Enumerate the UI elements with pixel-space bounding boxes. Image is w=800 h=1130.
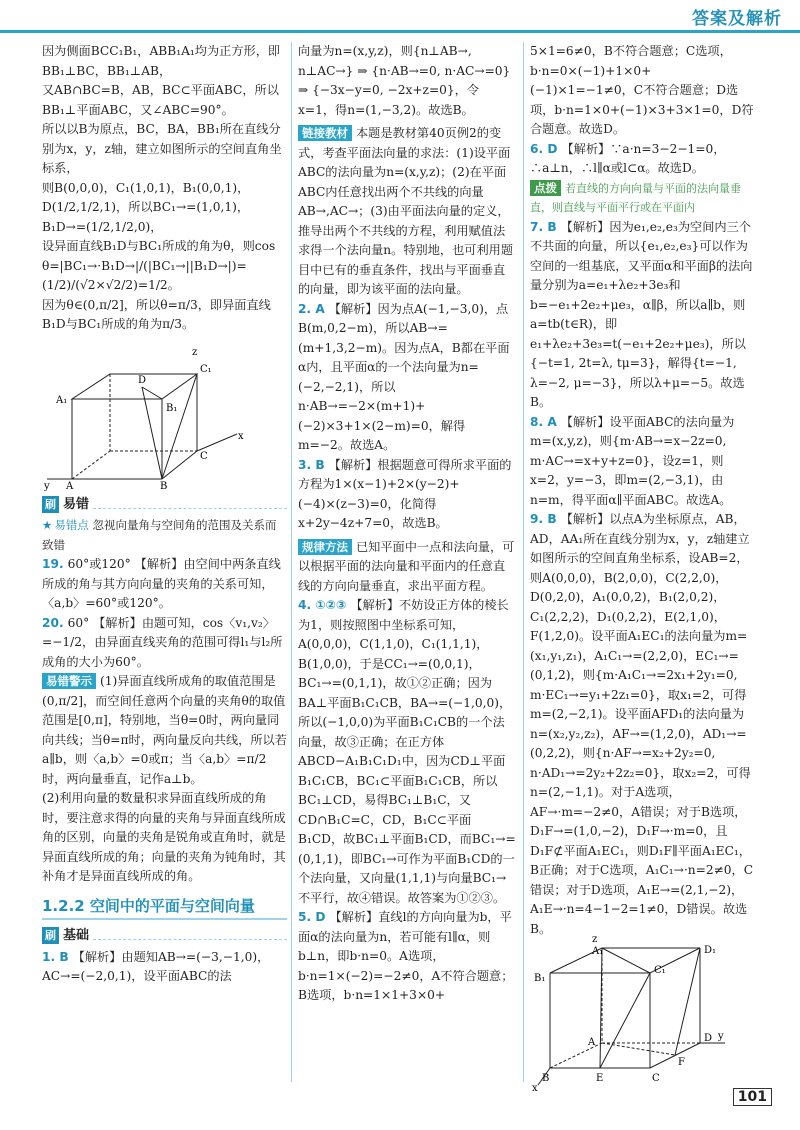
section-head-errors <box>42 495 287 515</box>
section-title: 易错 <box>63 496 90 512</box>
question-number: 1. B <box>42 949 69 964</box>
question-number: 2. A <box>298 301 325 316</box>
cube-figure <box>530 934 730 1094</box>
question-text: 【解析】由题知AB→=(−3,−1,0)，AC→=(−2,0,1)，设平面ABC的法 <box>42 949 270 983</box>
section-badge: 刷 <box>42 927 59 944</box>
question-number: 5. D <box>298 910 326 924</box>
warning-tag: 易错警示 <box>42 673 96 689</box>
warning-block <box>42 672 287 789</box>
question-text: 【解析】直线l的方向向量为b，平面α的法向量为n，若可能有l∥α，则b⊥n，即b·n=0。A选项，b·n=1×(−2)=−2≠0，A不符合题意；B选项，b·n=1×1+3×0+ <box>298 910 514 1002</box>
error-point-label: 易错点 <box>54 518 89 532</box>
question-text: 【解析】因为e₁,e₂,e₃为空间内三个不共面的向量，所以{e₁,e₂,e₃}可以作为空间的一组基底，又平面α和平面β的法向量分别为a=e₁+λe₂+3e₃和b=−e₁+2e₂+μe₃，α∥β，所以a∥b，则a=tb(t∈R)，即e₁+λe₂+3e₃=t(−e₁+2e₂+μe₃)，所以{−t=1, 2t=λ, tμ=3}，解得{t=−1, λ=−2, μ=−3}，所以λ+μ=−5。故选B。 <box>530 219 753 409</box>
tip-text: 若直线的方向向量与平面的法向量垂直，则直线与平面平行或在平面内 <box>530 181 741 214</box>
section-head-basic <box>42 926 287 946</box>
question-number: 6. D <box>530 141 558 156</box>
label-c1: C₁ <box>200 363 212 375</box>
label-a1: A₁ <box>592 946 604 957</box>
label-a: A <box>66 480 74 492</box>
rule-block <box>298 538 516 597</box>
label-x: x <box>238 430 244 442</box>
label-e: E <box>596 1073 604 1084</box>
page-header <box>0 0 800 34</box>
warning-text: (1)异面直线所成角的取值范围是(0,π/2]，而空间任意两个向量的夹角θ的取值范围是[0,π]，特别地，当θ=0时，两向量同向共线；当θ=π时，两向量反向共线，所以若a∥b，则〈a,b〉=0或π；当〈a,b〉=π/2时，两向量垂直，记作a⊥b。 <box>42 674 287 786</box>
star-icon: ★ <box>42 518 53 532</box>
column-1 <box>42 42 287 987</box>
question-7 <box>530 218 755 413</box>
question-2 <box>298 300 516 456</box>
section-badge: 刷 <box>42 496 59 513</box>
paragraph: 5×1=6≠0，B不符合题意；C选项，b·n=0×(−1)+1×0+(−1)×1=−1≠0，C不符合题意；D选项，b·n=1×0+(−1)×3+3×1=0，D符合题意。故选D。 <box>530 44 754 136</box>
question-9 <box>530 510 755 939</box>
paragraph: 因为θ∈(0,π/2]，所以θ=π/3，即异面直线B₁D与BC₁所成的角为π/3。 <box>42 297 271 331</box>
label-b1: B₁ <box>534 973 546 984</box>
dotted-rule <box>93 500 287 509</box>
page-number: 101 <box>733 1088 772 1106</box>
column-2 <box>298 42 516 1006</box>
question-20 <box>42 614 287 673</box>
paragraph: 则B(0,0,0)，C₁(1,0,1)，B₁(0,0,1)，D(1/2,1/2,1)，所以BC₁→=(1,0,1)，B₁D→=(1/2,1/2,0)， <box>42 180 250 234</box>
question-8 <box>530 413 755 511</box>
error-point-text: 忽视向量角与空间角的范围及关系而致错 <box>42 518 277 552</box>
column-divider <box>291 42 292 1082</box>
paragraph: 所以以B为原点，BC，BA，BB₁所在直线分别为x，y，z轴，建立如图所示的空间直角坐标系， <box>42 122 282 175</box>
question-text: 60° 【解析】由题可知，cos〈v₁,v₂〉=−1/2，由异面直线夹角的范围可得l₁与l₂所成角的大小为60°。 <box>42 615 283 669</box>
header-rule <box>0 30 800 33</box>
question-text: 【解析】∵a·n=3−2−1=0，∴a⊥n，∴l∥α或l⊂α。故选D。 <box>530 141 726 175</box>
rule-tag: 规律方法 <box>298 539 352 555</box>
tip-note <box>530 179 755 218</box>
tip-tag: 点拨 <box>530 180 561 196</box>
paragraph: 又AB∩BC=B，AB，BC⊂平面ABC，所以BB₁⊥平面ABC，又∠ABC=90°。 <box>42 83 279 117</box>
link-tag: 链接教材 <box>298 125 352 141</box>
label-x: x <box>532 1083 538 1094</box>
label-d: D <box>704 1033 713 1044</box>
label-c: C <box>652 1073 660 1084</box>
paragraph: 设异面直线B₁D与BC₁所成的角为θ，则cos θ=|BC₁→·B₁D→|/(|BC₁→||B₁D→|)=(1/2)/(√2×√2/2)=1/2。 <box>42 239 276 292</box>
label-a: A <box>588 1037 596 1048</box>
label-d1: D₁ <box>704 945 717 956</box>
question-number: 9. B <box>530 512 557 526</box>
question-text: 【解析】不妨设正方体的棱长为1，则按照图中坐标系可知，A(0,0,0)，C(1,1,0)，C₁(1,1,1)，B(1,0,0)，于是CC₁→=(0,0,1)，BC₁→=(0,1,1)，故①②正确；因为BA⊥平面B₁C₁CB，BA→=(−1,0,0)，所以(−1,0,0)为平面B₁C₁CB的一个法向量，故③正确；在正方体ABCD−A₁B₁C₁D₁中，因为CD⊥平面B₁C₁CB，BC₁⊂平面B₁C₁CB，所以BC₁⊥CD，易得BC₁⊥B₁C，又CD∩B₁C=C，CD，B₁C⊂平面B₁CD，故BC₁⊥平面B₁CD，而BC₁→=(0,1,1)，即BC₁→可作为平面B₁CD的一个法向量，又向量(1,1,1)与向量BC₁→不平行，故④错误。故答案为①②③。 <box>298 598 516 905</box>
label-z: z <box>192 346 198 358</box>
question-number: 4. ①②③ <box>298 598 347 612</box>
warning-text-2: (2)利用向量的数量积求异面直线所成的角时，要注意求得的向量的夹角与异面直线所成角的区别，向量的夹角是锐角或直角时，就是异面直线所成的角；向量的夹角为钝角时，其补角才是异面直线所成的角。 <box>42 791 286 883</box>
column-3 <box>530 42 755 1097</box>
label-y: y <box>44 480 50 492</box>
question-text: 【解析】以点A为坐标原点，AB，AD，AA₁所在直线分别为x，y，z轴建立如图所示的空间直角坐标系，设AB=2，则A(0,0,0)，B(2,0,0)，C(2,2,0)，D(0,2,0)，A₁(0,0,2)，B₁(2,0,2)，C₁(2,2,2)，D₁(0,2,2)，E(2,1,0)，F(1,2,0)。设平面A₁EC₁的法向量为m=(x₁,y₁,z₁)，A₁C₁→=(2,2,0)，EC₁→=(0,1,2)，则{m·A₁C₁→=2x₁+2y₁=0, m·EC₁→=y₁+2z₁=0}，取x₁=2，可得m=(2,−2,1)。设平面AFD₁的法向量为n=(x₂,y₂,z₂)，AF→=(1,2,0)，AD₁→=(0,2,2)，则{n·AF→=x₂+2y₂=0, n·AD₁→=2y₂+2z₂=0}，取x₂=2，可得n=(2,−1,1)。对于A选项，AF→·m=−2≠0，A错误；对于B选项，D₁F→=(1,0,−2)，D₁F→·m=0，且D₁F⊄平面A₁EC₁，则D₁F∥平面A₁EC₁，B正确；对于C选项，A₁C₁→·n=2≠0，C错误；对于D选项，A₁E→=(2,1,−2)，A₁E→·n=4−1−2=1≠0，D错误。故选B。 <box>530 512 754 936</box>
label-c1: C₁ <box>654 965 666 976</box>
rule-text: 已知平面中一点和法向量，可以根据平面的法向量和平面内的任意直线的方向向量垂直，求出平面方程。 <box>298 539 515 593</box>
paragraph: 因为侧面BCC₁B₁，ABB₁A₁均为正方形，即BB₁⊥BC，BB₁⊥AB， <box>42 44 281 78</box>
question-1 <box>42 948 287 987</box>
question-number: 7. B <box>530 219 557 234</box>
question-4 <box>298 596 516 908</box>
subsection-title: 1.2.2 空间中的平面与空间向量 <box>42 897 287 921</box>
header-title: 答案及解析 <box>692 9 782 29</box>
label-b: B <box>542 1073 550 1084</box>
column-divider <box>523 42 524 1082</box>
prism-figure <box>42 339 257 492</box>
question-text: 60°或120° 【解析】由空间中两条直线所成的角与其方向向量的夹角的关系可知，〈a,b〉=60°或120°。 <box>42 557 281 610</box>
question-number: 3. B <box>298 457 325 472</box>
question-19 <box>42 555 287 614</box>
link-block <box>298 124 516 300</box>
label-f: F <box>678 1057 685 1068</box>
question-number: 19. <box>42 557 64 571</box>
link-text: 本题是教材第40页例2的变式，考查平面法向量的求法：(1)设平面ABC的法向量为n=(x,y,z)；(2)在平面ABC内任意找出两个不共线的向量AB→,AC→；(3)由平面法向量的定义，推导出两个不共线的方程，利用赋值法求得一个法向量n。特别地，也可利用题目中已有的垂直条件，找出与平面垂直的向量，即为该平面的法向量。 <box>298 126 514 296</box>
question-3 <box>298 456 516 534</box>
section-title: 基础 <box>63 928 90 943</box>
label-b1: B₁ <box>166 402 178 414</box>
dotted-rule <box>93 931 287 940</box>
question-5 <box>298 908 516 1006</box>
label-y: y <box>718 1031 724 1042</box>
error-point <box>42 516 287 555</box>
question-text: 【解析】根据题意可得所求平面的方程为1×(x−1)+2×(y−2)+(−4)×(z−3)=0，化简得x+2y−4z+7=0，故选B。 <box>298 457 512 530</box>
question-number: 8. A <box>530 414 557 429</box>
label-z: z <box>592 934 598 945</box>
label-c: C <box>200 450 208 462</box>
question-text: 【解析】因为点A(−1,−3,0)，点B(m,0,2−m)，所以AB→=(m+1,3,2−m)。因为点A，B都在平面α内，且平面α的一个法向量为n=(−2,−2,1)，所以n·AB→=−2×(m+1)+(−2)×3+1×(2−m)=0，解得m=−2。故选A。 <box>298 301 510 452</box>
label-d: D <box>138 374 147 386</box>
question-number: 20. <box>42 615 64 630</box>
question-text: 【解析】设平面ABC的法向量为m=(x,y,z)，则{m·AB→=x−2z=0, m·AC→=x+y+z=0}，设z=1，则x=2，y=−3，即m=(2,−3,1)，由n=m，得平面α∥平面ABC。故选A。 <box>530 414 735 507</box>
label-b: B <box>160 480 168 492</box>
question-6 <box>530 140 755 179</box>
paragraph: 向量为n=(x,y,z)，则{n⊥AB→, n⊥AC→} ⇒ {n·AB→=0, n·AC→=0} ⇒ {−3x−y=0, −2x+z=0}，令x=1，得n=(1,−3,2)。故选B。 <box>298 44 511 117</box>
label-a1: A₁ <box>56 394 68 406</box>
